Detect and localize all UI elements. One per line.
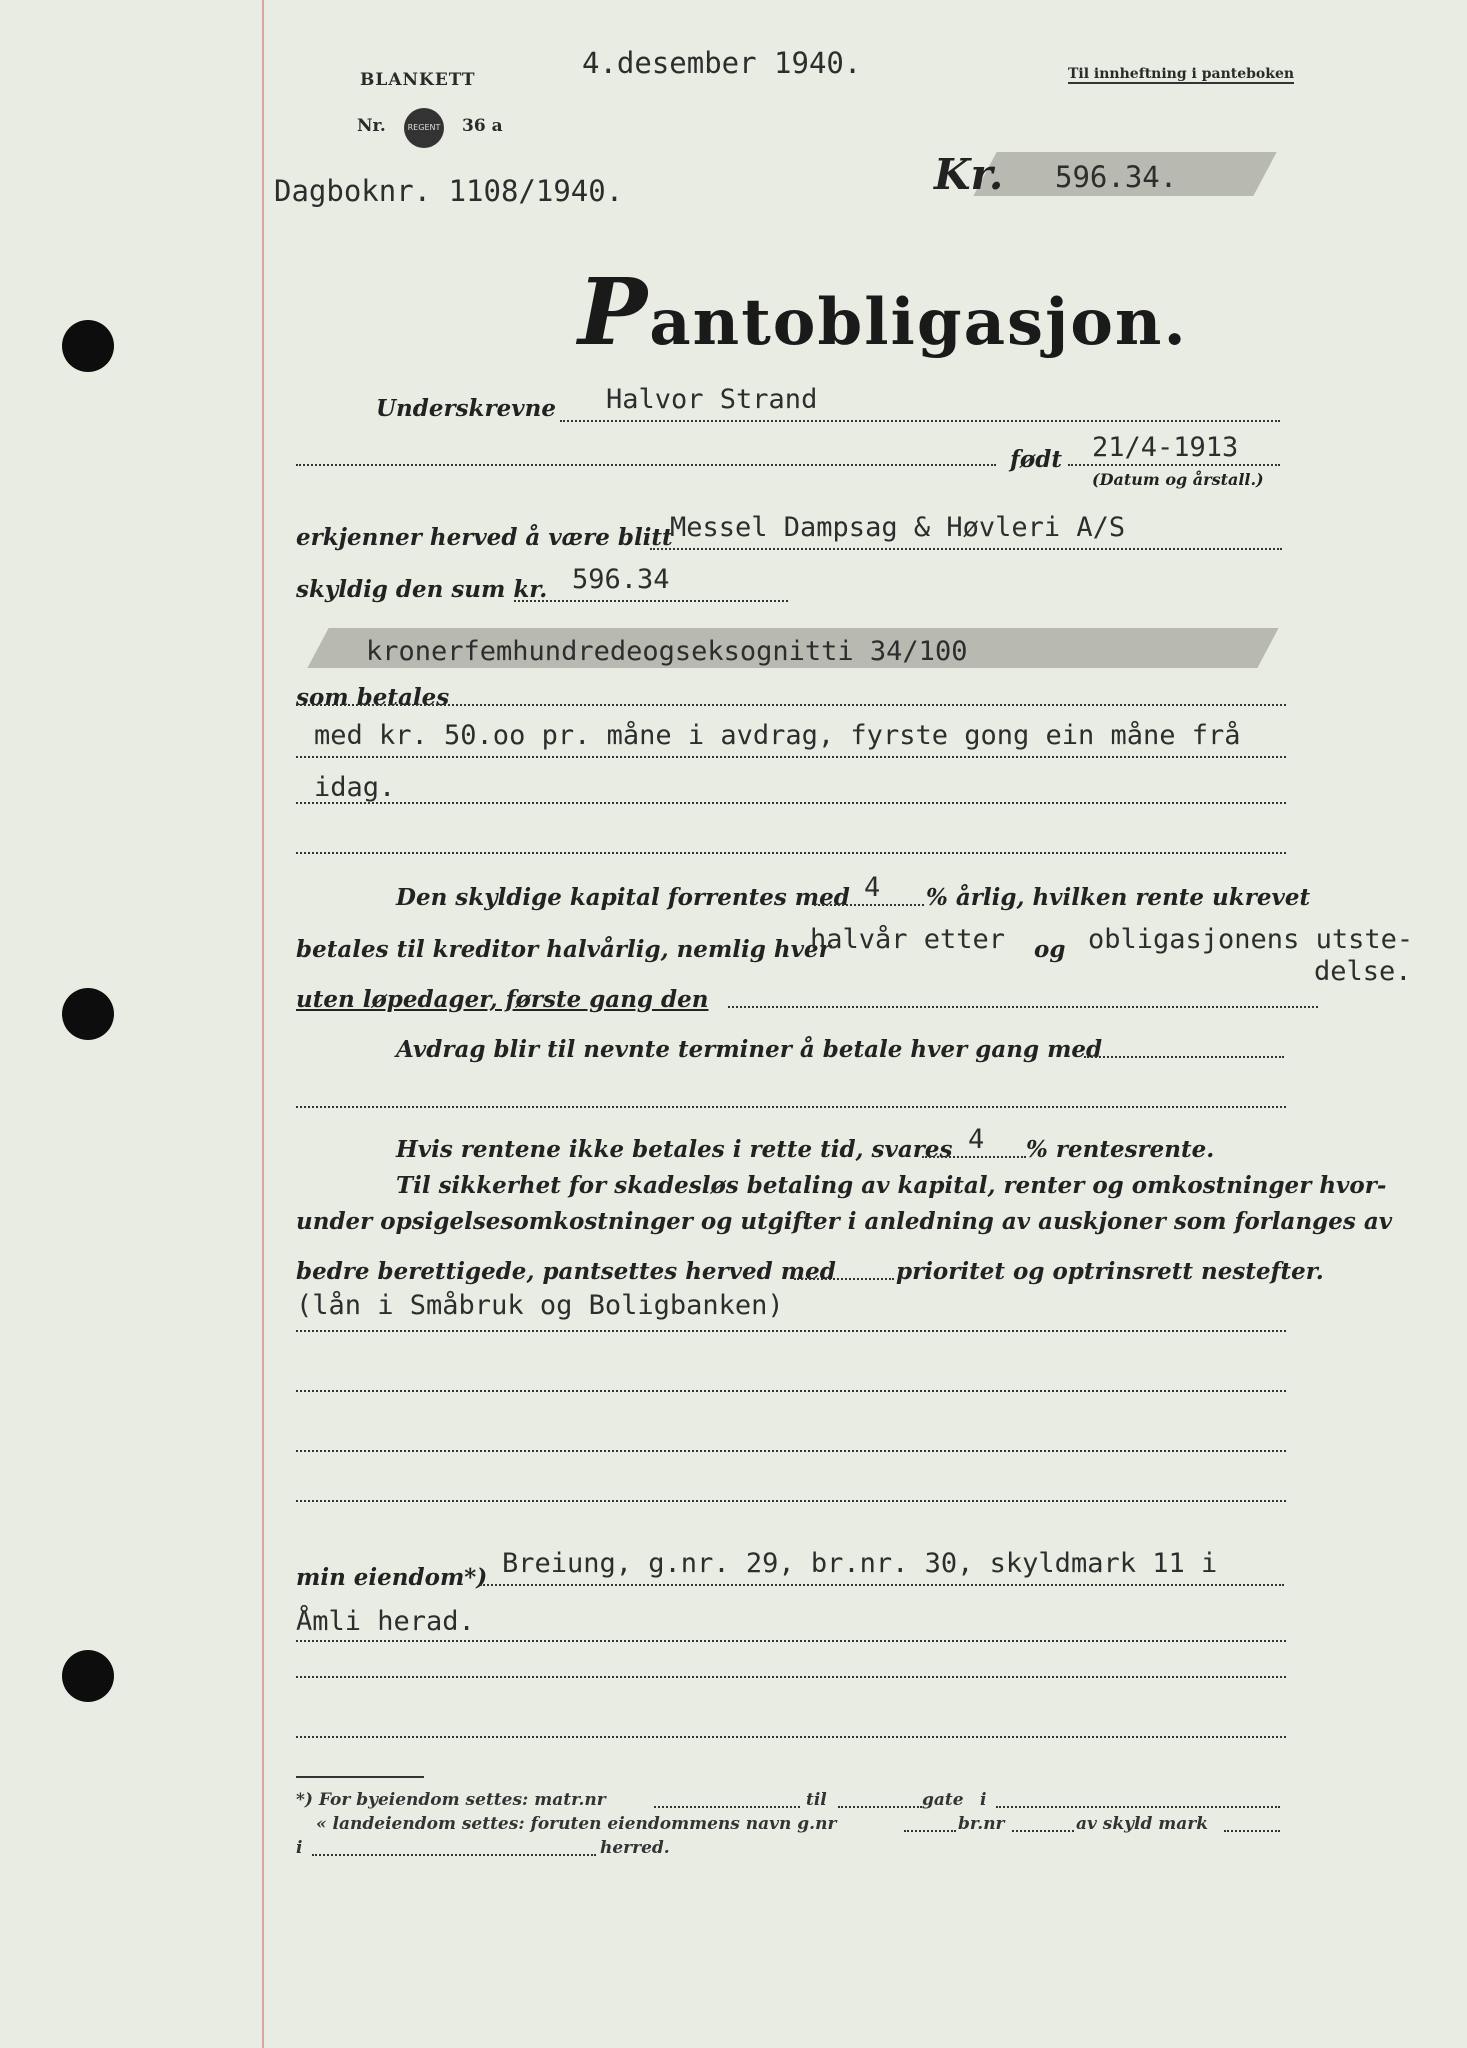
rule-foot-3 [312,1854,596,1856]
rule-interest [814,904,924,906]
halfyear-label: betales til kreditor halvårlig, nemlig hver [296,936,831,963]
rule-born-lead [296,464,996,466]
document-date: 4.desember 1940. [582,46,862,80]
rule-priority [794,1278,894,1280]
rule-payment-b [296,756,1286,758]
rule-installment-b [296,1106,1286,1108]
rule-creditor [650,548,1282,550]
rule-payment-d [296,852,1286,854]
rule-born [1068,464,1280,466]
property-label: min eiendom*) [296,1564,488,1591]
footnote-line-1d: i [980,1790,987,1810]
undersigned-value: Halvor Strand [606,384,818,415]
rule-foot-1b [838,1806,922,1808]
rule-property-a [480,1584,1284,1586]
rule-payment-a [296,704,1286,706]
halfyear-og: og [1034,936,1066,963]
amount-prefix: Kr. [934,150,1004,199]
born-label: født [1010,446,1062,473]
payment-line-1: med kr. 50.oo pr. måne i avdrag, fyrste gong ein måne frå [314,720,1241,751]
top-right-note: Til innheftning i panteboken [1068,66,1295,82]
prior-loan: (lån i Småbruk og Boligbanken) [296,1290,784,1321]
amount-value: 596.34. [1055,160,1178,194]
installment-label: Avdrag blir til nevnte terminer å betale hver gang med [396,1036,1103,1063]
rule-foot-1a [654,1806,800,1808]
born-value: 21/4-1913 [1092,432,1239,463]
rule-foot-2c [1224,1830,1280,1832]
sum-label: skyldig den sum kr. [296,576,548,603]
footnote-line-2c: av skyld mark [1076,1814,1209,1834]
document-title [578,258,1188,366]
security-line-3b: prioritet og optrinsrett nestefter. [896,1258,1324,1285]
payment-label: som betales [296,684,450,711]
punch-hole-middle [62,988,114,1040]
rule-sum [514,600,788,602]
margin-rule [262,0,264,2048]
halfyear-value-c: delse. [1314,956,1412,987]
rule-sec-a [296,1330,1286,1332]
creditor-value: Messel Dampsag & Høvleri A/S [670,512,1126,543]
form-label: BLANKETT [360,70,476,90]
halfyear-value-a: halvår etter [810,924,1006,955]
rule-foot-1c [996,1806,1280,1808]
footnote-line-3a: i [296,1838,303,1858]
form-number-prefix: Nr. [357,116,386,136]
title-initial: P [578,258,650,366]
interest-text-a: Den skyldige kapital forrentes med [396,884,850,911]
footnote-line-1c: gate [922,1790,964,1810]
rule-foot-2b [1012,1830,1074,1832]
rule-late [922,1156,1026,1158]
security-line-1: Til sikkerhet for skadesløs betaling av kapital, renter og omkostninger hvor- [396,1172,1387,1199]
rule-sec-b [296,1390,1286,1392]
rule-no-days [728,1006,1318,1008]
rule-sec-d [296,1500,1286,1502]
punch-hole-bottom [62,1650,114,1702]
late-rate: 4 [968,1124,985,1155]
footnote-line-3b: herred. [600,1838,670,1858]
sum-value: 596.34 [572,564,670,595]
late-label-b: % rentesrente. [1026,1136,1215,1163]
security-line-2: under opsigelsesomkostninger og utgifter i anledning av auskjoner som forlanges av [296,1208,1393,1235]
rule-installment [1084,1056,1284,1058]
rule-payment-c [296,802,1286,804]
rule-undersigned [560,420,1280,422]
title-rest: antobligasjon. [649,285,1188,360]
halfyear-value-b: obligasjonens utste- [1088,924,1414,955]
rule-property-b [296,1640,1286,1642]
footnote-line-2b: br.nr [958,1814,1005,1834]
rule-foot-2a [904,1830,956,1832]
late-label-a: Hvis rentene ikke betales i rette tid, svares [396,1136,953,1163]
regent-seal-icon: REGENT [404,108,444,148]
interest-rate: 4 [864,872,881,903]
rule-sec-c [296,1450,1286,1452]
payment-line-2: idag. [314,772,396,803]
no-days-label: uten løpedager, første gang den [296,986,709,1013]
rule-property-d [296,1736,1286,1738]
form-number: 36 a [462,116,503,136]
property-line-1: Breiung, g.nr. 29, br.nr. 30, skyldmark 11 i [502,1548,1218,1579]
property-line-2: Åmli herad. [296,1606,475,1637]
footnote-line-2a: « landeiendom settes: foruten eiendommens navn g.nr [316,1814,837,1834]
footnote-line-1a: *) For byeiendom settes: matr.nr [296,1790,606,1810]
creditor-label: erkjenner herved å være blitt [296,524,673,551]
interest-text-b: % årlig, hvilken rente ukrevet [926,884,1311,911]
security-line-3: bedre berettigede, pantsettes herved med [296,1258,836,1285]
born-note: (Datum og årstall.) [1092,470,1264,489]
journal-number: Dagboknr. 1108/1940. [274,174,624,208]
rule-property-c [296,1676,1286,1678]
punch-hole-top [62,320,114,372]
footnote-line-1b: til [806,1790,827,1810]
undersigned-label: Underskrevne [376,395,556,422]
amount-in-words: kronerfemhundredeogseksognitti 34/100 [366,636,968,667]
footnote-separator [296,1776,424,1778]
